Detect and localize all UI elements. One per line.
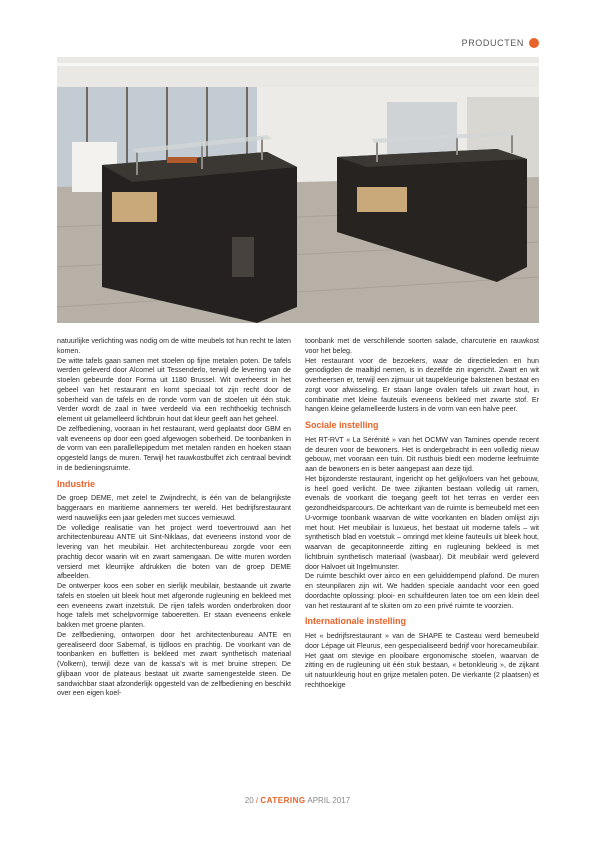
right-column	[305, 337, 539, 691]
paragraph: toonbank met de verschillende soorten salade, charcuterie en rauwkost voor het beleg.	[305, 337, 539, 355]
magazine-brand: CATERING	[260, 796, 306, 805]
paragraph: Het « bedrijfsrestaurant » van de SHAPE te Casteau werd bemeubeld door Lépage uit Fleurus, een gespecialiseerd bedrijf voor horecameubilair. Het gaat om stevige en plooibare ergonomische stoelen, waarvan de zitting en de rugleuning uit één stuk bestaan, « betonkleurig », de zijkant uit natuurkleurig hout en grijze metalen poten. De vierkante (2 plaatsen) et rechthoekige	[305, 632, 539, 689]
section-title: PRODUCTEN	[461, 38, 524, 48]
paragraph: De ontwerper koos een sober en sierlijk meubilair, bestaande uit zwarte tafels en stoelen uit bleek hout met afgeronde rugleuning en bekleed met een eveneens zwart inzetstuk. De rijen tafels worden onderbroken door hoge tafels met schelpvormige taboeretten. Er staan eveneens enkele bakken met groene planten.	[57, 582, 291, 629]
section-dot-icon	[529, 38, 539, 48]
heading-internationale-instelling: Internationale instelling	[305, 616, 407, 627]
paragraph: De zelfbediening, ontworpen door het architectenbureau ANTE en gerealiseerd door Sabemaf, is tijdloos en prachtig. De voorkant van de toonbanken en buffetten is bekleed met zwart synthetisch materiaal (Volkern), terwijl deze van de kassa's wit is met bruine strepen. De glijbaan voor de plateaus bestaat uit zwarte samengestelde steen. De sandwichbar staat afzonderlijk opgesteld van de zelfbediening en beschikt over een eigen koel-	[57, 630, 291, 698]
paragraph: De groep DEME, met zetel te Zwijndrecht, is één van de belangrijkste baggeraars en maritieme aannemers ter wereld. Het bedrijfsrestaurant werd nauwelijks een jaar geleden met succes vernieuwd.	[57, 494, 291, 522]
paragraph: De volledige realisatie van het project werd toevertrouwd aan het architectenbureau ANTE uit Sint-Niklaas, dat eveneens instond voor de levering van het meubilair. Het architectenbureau zorgde voor een prachtig decor waarin wit en zwart samengaan. De witte muren worden versierd met kleurrijke afdrukken die boten van de groep DEME afbeelden.	[57, 523, 291, 581]
paragraph: natuurlijke verlichting was nodig om de witte meubels tot hun recht te laten komen.	[57, 337, 291, 355]
restaurant-photo	[57, 57, 539, 323]
heading-industrie: Industrie	[57, 478, 96, 489]
page-footer	[0, 796, 595, 805]
section-header	[462, 38, 539, 48]
left-column	[57, 337, 291, 699]
footer-separator: /	[255, 796, 259, 805]
heading-sociale-instelling: Sociale instelling	[305, 420, 379, 430]
paragraph: De zelfbediening, vooraan in het restaurant, werd geplaatst door GBM en valt eveneens op door een goed afgewogen soberheid. De toonbanken in de vorm van een parallellepipedum met metalen randen en hoeken staan opgesteld langs de muren. Terwijl het rauwkostbuffet zich centraal bevindt in de bedieningsruimte.	[57, 424, 291, 472]
paragraph: Het restaurant voor de bezoekers, waar de directieleden en hun genodigden de maaltijd nemen, is in dezelfde zin ingericht. Zwart en wit overheersen er, terwijl een zijmuur uit taupekleurige bakstenen bestaat en zorgt voor afwisseling. Er staan lange ovalen tafels uit zwart hout, in combinatie met kleine fauteuils eveneens bekleed met zwarte stof. Er hangen kleine gelamelleerde lusters in de vorm van een halve peer.	[305, 356, 539, 414]
page-number: 20	[244, 796, 254, 805]
paragraph: Het RT-RVT « La Sérénité » van het OCMW van Tamines opende recent de deuren voor de bewoners. Het is ondergebracht in een volledig nieuw gebouw, met vooraan een tuin. Dit rusthuis biedt een moderne leefruimte aan de bewoners en is beter aangepast aan deze tijd.	[305, 435, 539, 473]
issue-date: APRIL 2017	[307, 796, 351, 805]
paragraph: De witte tafels gaan samen met stoelen op fijne metalen poten. De tafels werden geleverd door Alcomel uit Tessenderlo, terwijl de levering van de stoelen gebeurde door Forma uit 1180 Brussel. Wit overheerst in het gebeel van het restaurant en komt speciaal tot zijn recht door de soberheid van de tafels en de ronde vorm van de stoelen uit één stuk. Verder wordt de zaal in twee verdeeld via een rechthoekig technisch element uit gelamelleerd lichtbruin hout dat kleur geeft aan het geheel.	[57, 356, 291, 423]
paragraph: De ruimte beschikt over airco en een geluiddempend plafond. De muren en steunpilaren zijn wit. We hadden speciale aandacht voor een goed doordachte oplossing: plooi- en schuifdeuren laten toe om een klein deel van het restaurant af te sluiten om zo een privé ruimte te voorzien.	[305, 572, 539, 610]
paragraph: Het bijzonderste restaurant, ingericht op het gelijkvloers van het gebouw, is heel goed verlicht. De twee zijkanten bestaan volledig uit ramen, evenals de voorkant die toegang geeft tot het terras en verder een gezondheidsparcours. De achterkant van de ruimte is bemeubeld met een U-vormige toonbank waarvan de witte voorkanten en bladen omlijst zijn met hout. Het meubilair is luxueus, het bestaat uit moderne tafels – wit synthetisch blad en voetstuk – omringd met kleine fauteuils uit bleek hout, waarvan de gecapitonneerde zitting en rugleuning bekleed is met lichtbruin synthetisch materiaal (wasbaar). Dit meubilair werd geleverd door Halvoet uit Ingelmunster.	[305, 474, 539, 571]
